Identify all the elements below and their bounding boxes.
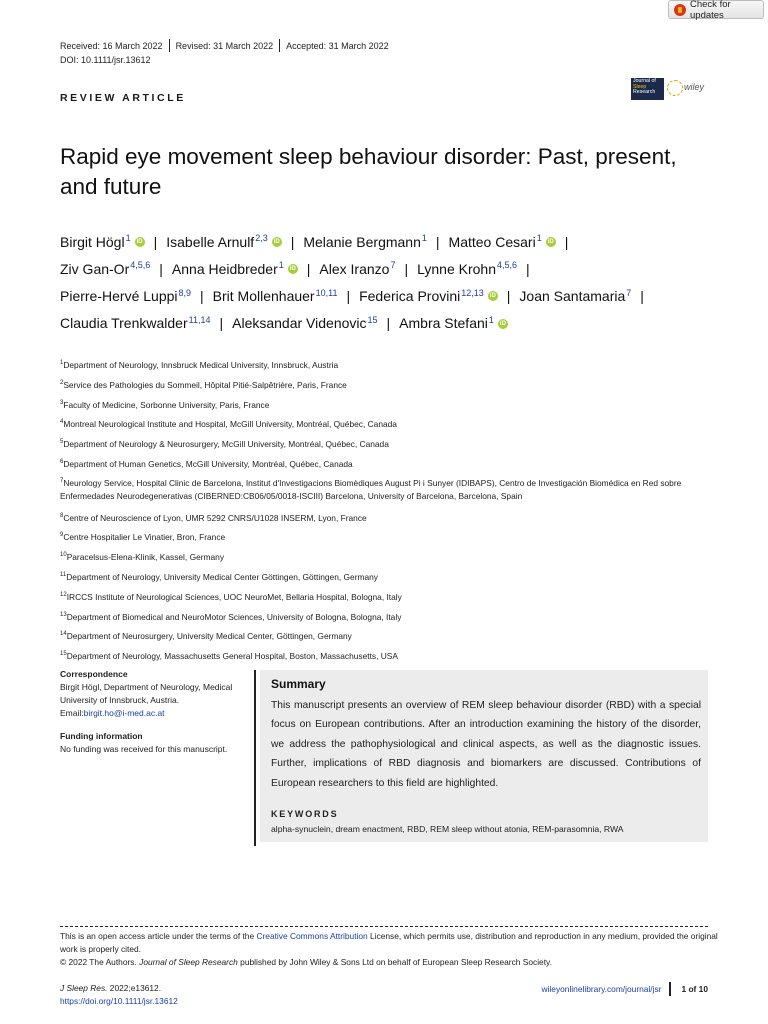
author [319, 261, 395, 277]
logo-text: Research [633, 89, 656, 96]
affiliation-text: Department of Biomedical and NeuroMotor Sciences, University of Bologna, Bologna, Italy [66, 611, 402, 622]
footer-citation [60, 982, 178, 1007]
esrs-logo-icon [667, 80, 683, 96]
author-name: Ziv Gan-Or [60, 260, 130, 277]
keywords-heading: KEYWORDS [271, 809, 339, 819]
affiliation-text: Service des Pathologies du Sommeil, Hôpital Pitié-Salpêtrière, Paris, France [63, 379, 347, 390]
author-separator: | [640, 288, 644, 305]
author [60, 315, 210, 331]
author-separator: | [435, 233, 440, 250]
affiliation-number: 13 [60, 611, 67, 618]
author-name: Alex Iranzo [319, 260, 390, 277]
author-affiliation-ref[interactable]: 1 [278, 260, 284, 271]
affiliation [60, 394, 720, 414]
author-separator: | [290, 233, 295, 250]
jsr-logo [631, 78, 664, 100]
author [60, 288, 191, 304]
summary-heading: Summary [271, 677, 326, 691]
author-separator: | [404, 260, 409, 277]
author [519, 288, 631, 304]
copyright-pre: © 2022 The Authors. [60, 956, 140, 967]
author [60, 261, 150, 277]
author-separator: | [506, 288, 511, 305]
author-affiliation-ref[interactable]: 7 [390, 260, 396, 271]
citation-rest: 2022;e13612. [107, 983, 162, 993]
affiliation [60, 606, 720, 626]
correspondence-block [60, 668, 255, 756]
author-separator: | [564, 233, 569, 250]
affiliation-number: 8 [60, 512, 64, 519]
email-link[interactable]: birgit.ho@i-med.ac.at [83, 708, 165, 718]
author [399, 315, 508, 331]
check-for-updates-label: Check for updates [690, 0, 731, 21]
affiliation-number: 6 [60, 458, 64, 465]
orcid-icon[interactable]: iD [273, 238, 280, 245]
author-separator: | [526, 260, 530, 277]
journal-logo [631, 78, 711, 102]
affiliation [60, 586, 720, 606]
affiliation-number: 2 [60, 379, 64, 386]
author-separator: | [159, 260, 163, 277]
affiliation [60, 625, 720, 645]
affiliation-text: Department of Neurology & Neurosurgery, McGill University, Montréal, Québec, Canada [63, 438, 389, 449]
affiliation [60, 507, 720, 527]
divider [279, 39, 280, 52]
author-separator: | [346, 288, 351, 305]
author-name: Birgit Högl [60, 233, 125, 250]
author-name: Aleksandar Videnovic [232, 315, 367, 332]
affiliation-number: 3 [60, 399, 64, 406]
footer-right [542, 982, 708, 996]
revised-date: Revised: 31 March 2022 [175, 40, 274, 51]
affiliation-number: 14 [60, 631, 67, 638]
affiliation-text: Department of Neurology, Innsbruck Medical University, Innsbruck, Austria [63, 359, 339, 370]
affiliation [60, 526, 720, 546]
author [166, 234, 281, 250]
affiliation-text: Centre Hospitalier Le Vinatier, Bron, France [63, 532, 226, 543]
author-name: Pierre-Hervé Luppi [60, 288, 178, 305]
affiliation [60, 645, 720, 665]
affiliation [60, 413, 720, 433]
author-affiliation-ref[interactable]: 1 [421, 233, 427, 243]
author [417, 261, 517, 277]
affiliation [60, 475, 720, 503]
author [449, 234, 556, 250]
author [232, 315, 377, 331]
affiliation-number: 5 [60, 439, 64, 446]
article-type: REVIEW ARTICLE [60, 92, 186, 104]
author-affiliation-ref[interactable]: 4,5,6 [130, 260, 151, 271]
author-affiliation-ref[interactable]: 1 [536, 233, 542, 243]
doi-link[interactable]: https://doi.org/10.1111/jsr.13612 [60, 995, 178, 1006]
author-affiliation-ref[interactable]: 7 [626, 287, 632, 298]
wiley-logo: wiley [684, 82, 705, 92]
author-name: Claudia Trenkwalder [60, 315, 188, 332]
author [172, 261, 298, 277]
footer-divider [60, 926, 708, 927]
license-pre: This is an open access article under the terms of the [60, 931, 257, 941]
affiliation-text: Department of Human Genetics, McGill University, Montréal, Québec, Canada [63, 458, 353, 469]
accepted-date: Accepted: 31 March 2022 [286, 40, 389, 51]
divider [669, 982, 671, 996]
author-separator: | [386, 315, 391, 332]
author-affiliation-ref[interactable]: 11,14 [188, 314, 211, 325]
affiliation [60, 374, 720, 394]
affiliation-number: 12 [60, 591, 67, 598]
affiliation-text: IRCCS Institute of Neurological Sciences, UOC NeuroMet, Bellaria Hospital, Bologna, Italy [66, 591, 402, 602]
author-name: Ambra Stefani [399, 315, 488, 332]
affiliation-text: Department of Neurosurgery, University Medical Center, Göttingen, Germany [66, 631, 352, 642]
affiliation [60, 546, 720, 566]
affiliation [60, 354, 720, 374]
affiliation [60, 566, 720, 586]
orcid-icon[interactable]: iD [289, 266, 296, 273]
author-affiliation-ref[interactable]: 2,3 [255, 233, 268, 243]
check-for-updates-button[interactable] [668, 0, 764, 19]
author [213, 288, 338, 304]
author-name: Joan Santamaria [519, 288, 626, 305]
orcid-icon[interactable]: iD [136, 238, 143, 245]
author [303, 234, 427, 250]
author-name: Melanie Bergmann [303, 233, 421, 250]
author-separator: | [306, 260, 311, 277]
author-name: Federica Provini [359, 288, 461, 305]
author-list [60, 227, 720, 336]
author-name: Isabelle Arnulf [166, 233, 255, 250]
cc-license-link[interactable]: Creative Commons Attribution [256, 931, 368, 941]
doi: DOI: 10.1111/jsr.13612 [60, 55, 151, 65]
copyright-journal: Journal of Sleep Research [139, 956, 238, 967]
affiliations [60, 354, 720, 665]
author-name: Lynne Krohn [417, 260, 496, 277]
affiliation-text: Centre of Neuroscience of Lyon, UMR 5292 CNRS/U1028 INSERM, Lyon, France [63, 512, 367, 523]
affiliation-number: 15 [60, 651, 67, 658]
affiliation-number: 1 [60, 360, 64, 366]
author-affiliation-ref[interactable]: 12,13 [461, 287, 484, 298]
divider [254, 670, 256, 846]
affiliation-number: 7 [60, 477, 64, 484]
keywords-text: alpha-synuclein, dream enactment, RBD, REM sleep without atonia, REM-parasomnia, RWA [271, 824, 624, 834]
author-affiliation-ref[interactable]: 1 [488, 314, 494, 325]
affiliation [60, 453, 720, 473]
journal-url-link[interactable]: wileyonlinelibrary.com/journal/jsr [541, 984, 662, 994]
affiliation-number: 9 [60, 532, 64, 539]
funding-text: No funding was received for this manuscript. [60, 744, 228, 754]
correspondence-heading: Correspondence [60, 669, 128, 679]
author [60, 234, 145, 250]
author-separator: | [200, 288, 204, 305]
article-dates [60, 39, 389, 52]
logo-text: Sleep [633, 83, 647, 90]
page-number: 1 of 10 [681, 984, 708, 994]
affiliation-number: 4 [60, 419, 64, 426]
affiliation-text: Department of Neurology, Massachusetts General Hospital, Boston, Massachusetts, USA [66, 650, 398, 661]
affiliation [60, 433, 720, 453]
affiliation-text: Montreal Neurological Institute and Hospital, McGill University, Montréal, Québec, Canada [63, 419, 397, 430]
author-name: Brit Mollenhauer [212, 288, 315, 305]
orcid-icon[interactable]: iD [489, 293, 496, 300]
received-date: Received: 16 March 2022 [60, 40, 163, 51]
summary-text: This manuscript presents an overview of REM sleep behaviour disorder (RBD) with a special focus on European contributions. After an introduction examining the history of the disorder, we address the pathophysiological and clinical aspects, as well as the diagnostic issues. Further, implications of RBD diagnosis and biomarkers are discussed. Contributions of European researchers to this field are highlighted. [271, 700, 701, 789]
orcid-icon[interactable]: iD [547, 238, 554, 245]
author-name: Matteo Cesari [448, 233, 536, 250]
affiliation-number: 11 [60, 571, 67, 578]
correspondence-text: Birgit Högl, Department of Neurology, Medical University of Innsbruck, Austria. [60, 682, 233, 705]
crossmark-icon [674, 4, 686, 16]
citation-journal: J Sleep Res. [60, 983, 108, 993]
funding-heading: Funding information [60, 731, 143, 741]
author-separator: | [219, 315, 224, 332]
affiliation-text: Paracelsus-Elena-Klinik, Kassel, Germany [66, 551, 225, 562]
affiliation-text: Neurology Service, Hospital Clinic de Barcelona, Institut d'Investigacions Biomèdiques August Pi i Sunyer (IDIBAPS), Centro de Investigación Biomédica en Red sobre Enfermedades Neurodegenerativas (CIBERNED:CB06/05/0018-ISCIII) Barcelona, University of Barcelona, Barcelona, Spain [60, 477, 682, 501]
article-title: Rapid eye movement sleep behaviour disorder: Past, present, and future [60, 144, 677, 199]
author-affiliation-ref[interactable]: 10,11 [315, 287, 338, 298]
copyright-post: published by John Wiley & Sons Ltd on behalf of European Sleep Research Society. [237, 956, 552, 967]
orcid-icon[interactable]: iD [499, 320, 506, 327]
affiliation-text: Faculty of Medicine, Sorbonne University, Paris, France [63, 399, 270, 410]
license-text [60, 930, 720, 968]
affiliation-number: 10 [60, 552, 67, 559]
author-affiliation-ref[interactable]: 1 [125, 233, 131, 243]
affiliation-text: Department of Neurology, University Medical Center Göttingen, Göttingen, Germany [66, 571, 378, 582]
author-affiliation-ref[interactable]: 15 [367, 314, 378, 325]
divider [169, 39, 170, 52]
author-affiliation-ref[interactable]: 8,9 [178, 287, 192, 298]
author-separator: | [153, 233, 158, 250]
email-label: Email: [60, 708, 84, 718]
author-name: Anna Heidbreder [171, 260, 278, 277]
author [359, 288, 498, 304]
license-post: License, which permits use, distribution and reproduction in any medium, provided the original work is properly cited. [60, 931, 718, 954]
logo-text: Journal of [633, 78, 656, 84]
author-affiliation-ref[interactable]: 4,5,6 [497, 260, 518, 271]
